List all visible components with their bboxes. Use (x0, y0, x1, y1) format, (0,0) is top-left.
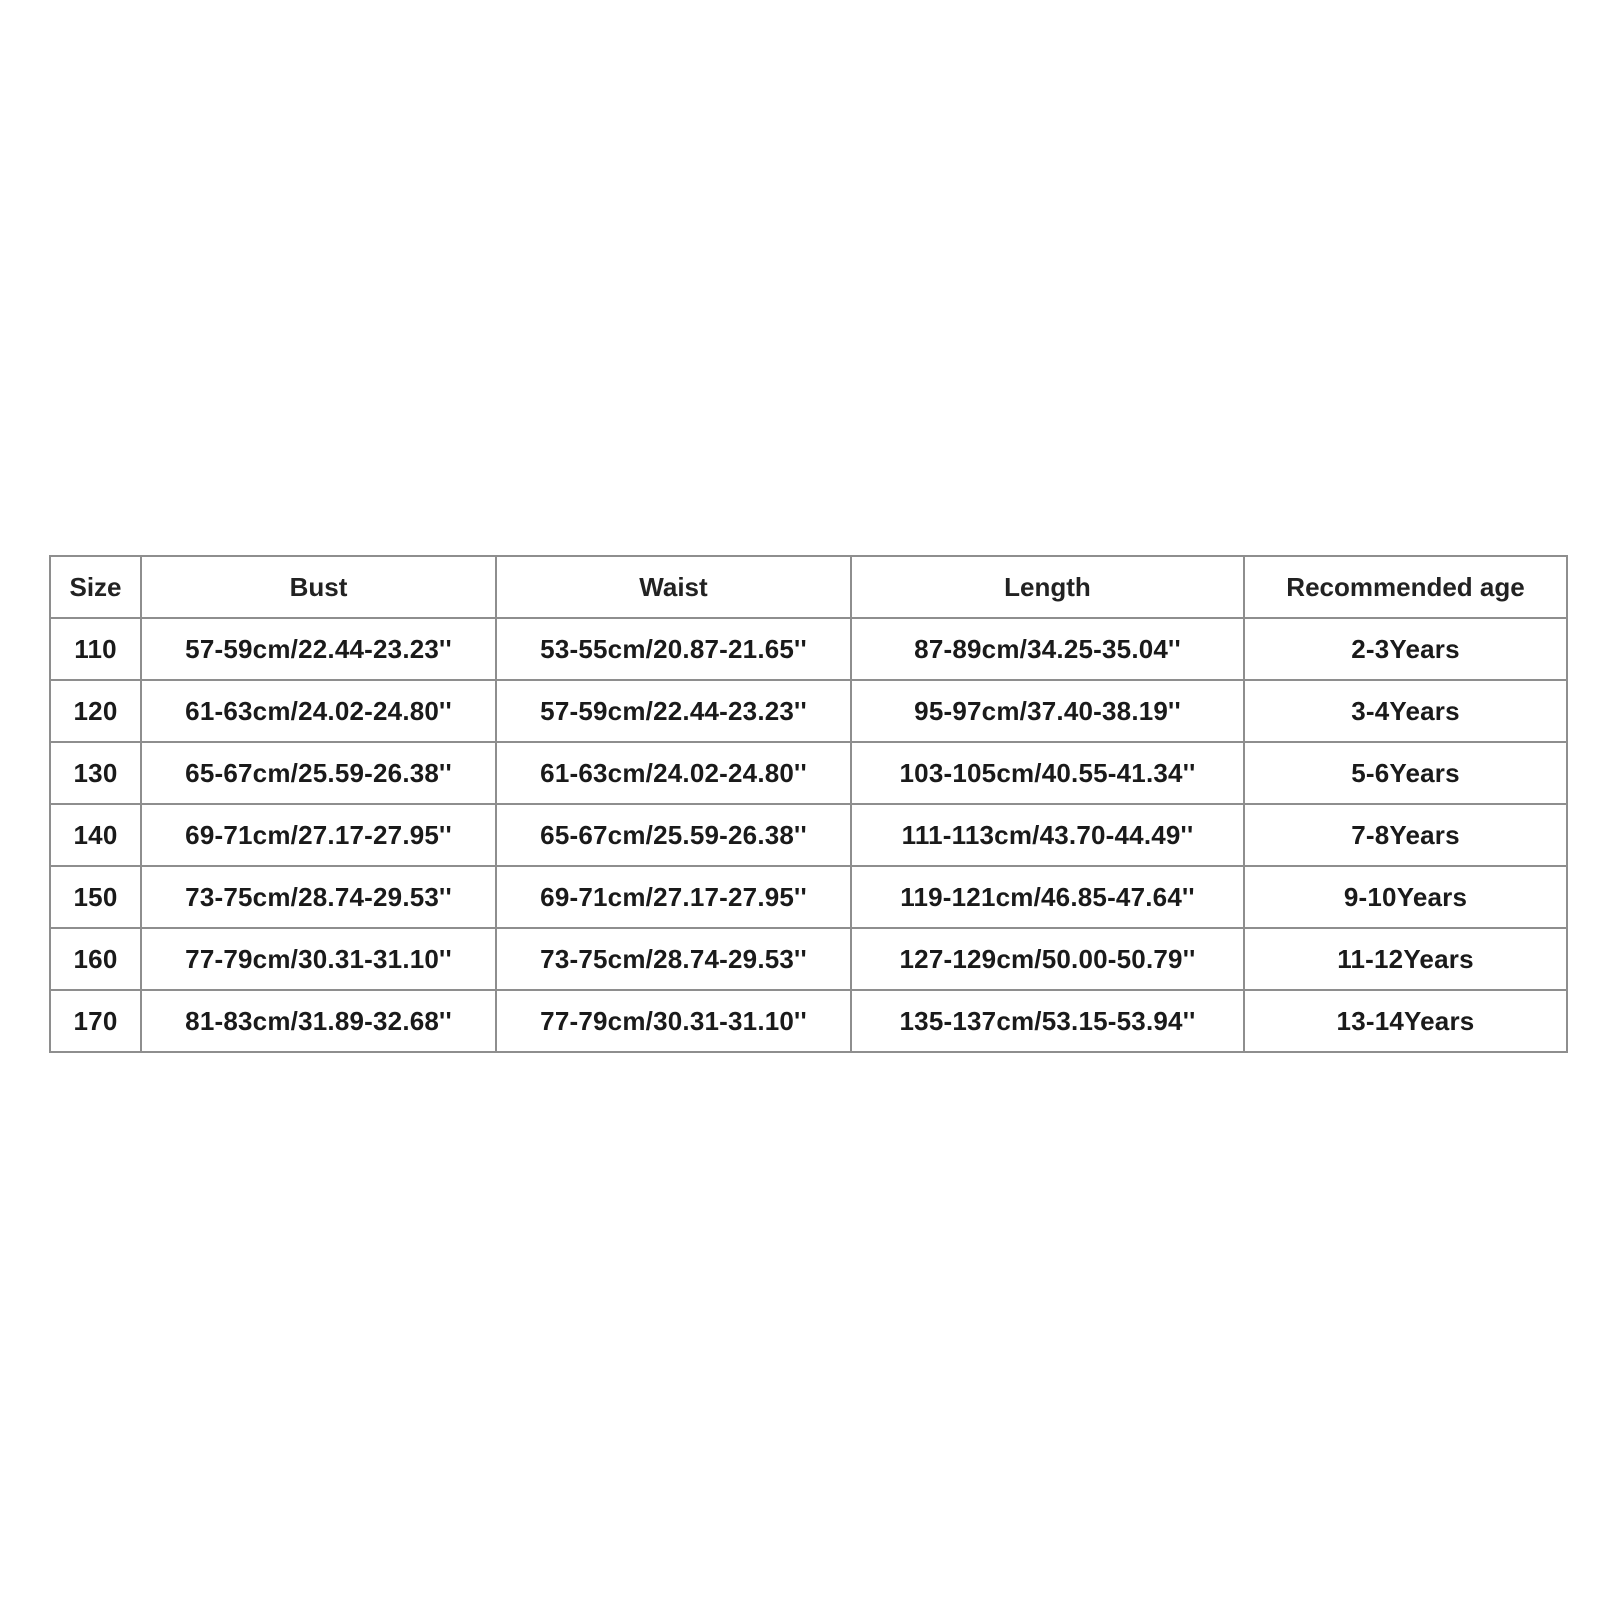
cell-age: 5-6Years (1244, 742, 1567, 804)
header-row (50, 556, 1567, 618)
table-row (50, 990, 1567, 1052)
table-row (50, 804, 1567, 866)
cell-waist: 57-59cm/22.44-23.23'' (496, 680, 851, 742)
cell-age: 2-3Years (1244, 618, 1567, 680)
cell-length: 87-89cm/34.25-35.04'' (851, 618, 1244, 680)
header-waist: Waist (496, 556, 851, 618)
header-length: Length (851, 556, 1244, 618)
cell-size: 120 (50, 680, 141, 742)
cell-waist: 65-67cm/25.59-26.38'' (496, 804, 851, 866)
cell-age: 3-4Years (1244, 680, 1567, 742)
cell-length: 111-113cm/43.70-44.49'' (851, 804, 1244, 866)
cell-size: 110 (50, 618, 141, 680)
table-row (50, 742, 1567, 804)
cell-bust: 81-83cm/31.89-32.68'' (141, 990, 496, 1052)
cell-length: 119-121cm/46.85-47.64'' (851, 866, 1244, 928)
cell-waist: 53-55cm/20.87-21.65'' (496, 618, 851, 680)
cell-bust: 77-79cm/30.31-31.10'' (141, 928, 496, 990)
table-row (50, 866, 1567, 928)
cell-age: 11-12Years (1244, 928, 1567, 990)
table-row (50, 618, 1567, 680)
cell-waist: 73-75cm/28.74-29.53'' (496, 928, 851, 990)
cell-length: 135-137cm/53.15-53.94'' (851, 990, 1244, 1052)
header-size: Size (50, 556, 141, 618)
cell-waist: 77-79cm/30.31-31.10'' (496, 990, 851, 1052)
header-bust: Bust (141, 556, 496, 618)
cell-bust: 65-67cm/25.59-26.38'' (141, 742, 496, 804)
cell-size: 130 (50, 742, 141, 804)
size-chart-header (50, 556, 1567, 618)
cell-age: 9-10Years (1244, 866, 1567, 928)
cell-bust: 69-71cm/27.17-27.95'' (141, 804, 496, 866)
cell-bust: 61-63cm/24.02-24.80'' (141, 680, 496, 742)
size-chart-table (49, 555, 1568, 1053)
size-chart-body (50, 618, 1567, 1052)
header-recommended-age: Recommended age (1244, 556, 1567, 618)
cell-size: 160 (50, 928, 141, 990)
cell-size: 170 (50, 990, 141, 1052)
cell-bust: 73-75cm/28.74-29.53'' (141, 866, 496, 928)
cell-age: 7-8Years (1244, 804, 1567, 866)
cell-length: 103-105cm/40.55-41.34'' (851, 742, 1244, 804)
cell-size: 150 (50, 866, 141, 928)
cell-waist: 61-63cm/24.02-24.80'' (496, 742, 851, 804)
cell-length: 127-129cm/50.00-50.79'' (851, 928, 1244, 990)
cell-size: 140 (50, 804, 141, 866)
table-row (50, 680, 1567, 742)
cell-age: 13-14Years (1244, 990, 1567, 1052)
cell-waist: 69-71cm/27.17-27.95'' (496, 866, 851, 928)
cell-length: 95-97cm/37.40-38.19'' (851, 680, 1244, 742)
cell-bust: 57-59cm/22.44-23.23'' (141, 618, 496, 680)
table-row (50, 928, 1567, 990)
